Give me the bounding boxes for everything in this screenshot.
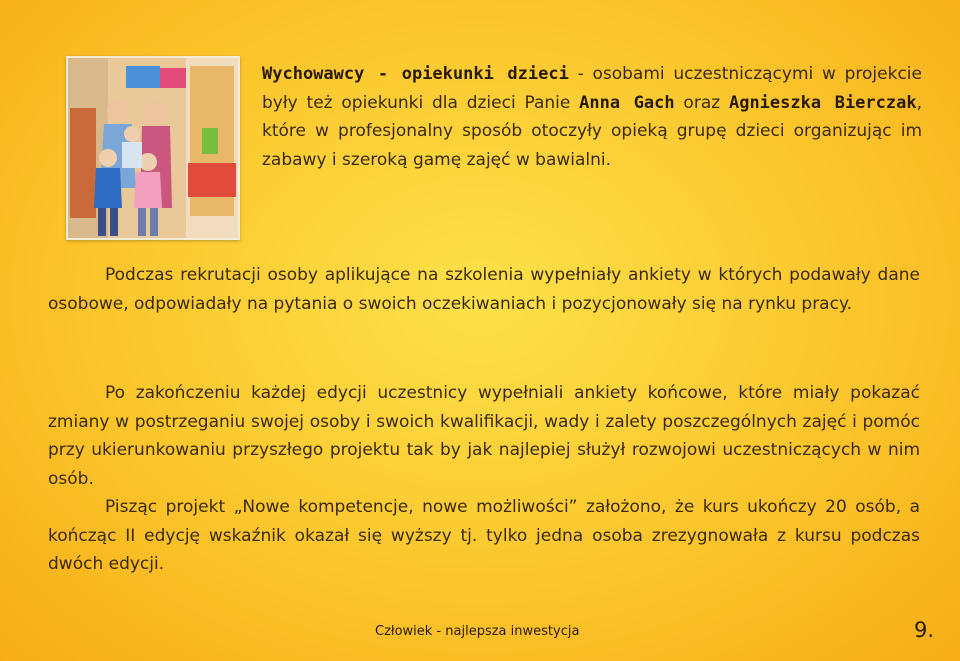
intro-paragraph	[262, 60, 922, 174]
footer-title: Człowiek - najlepsza inwestycja	[375, 624, 580, 639]
caregivers-heading: Wychowawcy - opiekunki dzieci	[262, 64, 569, 84]
recruitment-paragraph	[48, 261, 920, 318]
intro-text-2: oraz	[674, 92, 729, 113]
page-number: 9.	[914, 618, 935, 642]
group-photo	[66, 56, 240, 240]
project-goal-paragraph	[48, 493, 920, 579]
evaluation-section	[48, 379, 920, 579]
final-survey-text: Po zakończeniu każdej edycji uczestnicy wypełniali ankiety końcowe, które miały pokazać zmiany w postrzeganiu swojej osoby i swoich kwalifikacji, wady i zalety poszczególnych zajęć i pomóc przy ukierunkowaniu przyszłego projektu tak by jak najlepiej służył rozwojowi uczestniczących w nim osób.	[48, 383, 920, 489]
intro-text-1: - osobami uczestniczącymi w projekcie były też opiekunki dla dzieci Panie	[262, 64, 922, 113]
recruitment-text: Podczas rekrutacji osoby aplikujące na szkolenia wypełniały ankiety w których podawały dane osobowe, odpowiadały na pytania o swoich oczekiwaniach i pozycjonowały się na rynku pracy.	[48, 265, 920, 314]
photo-illustration	[68, 58, 238, 238]
caregiver-name-2: Agnieszka Bierczak	[728, 92, 917, 113]
caregiver-name-1: Anna Gach	[579, 92, 675, 113]
final-survey-paragraph	[48, 379, 920, 493]
project-goal-text: Pisząc projekt „Nowe kompetencje, nowe możliwości” założono, że kurs ukończy 20 osób, a kończąc II edycję wskaźnik okazał się wyższy tj. tylko jedna osoba zrezygnowała z kursu podczas dwóch edycji.	[48, 497, 920, 574]
intro-text-3: , które w profesjonalny sposób otoczyły opieką grupę dzieci organizując im zabawy i szeroką gamę zajęć w bawialni.	[262, 92, 922, 170]
